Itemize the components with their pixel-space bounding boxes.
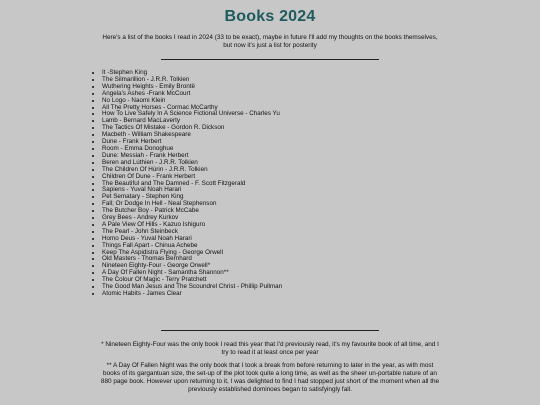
book-list-item: • Lamb - Bernard MacLaverty — [102, 118, 282, 125]
book-list-item: • The Good Man Jesus and The Scoundrel Christ - Phillip Pullman — [102, 284, 282, 291]
book-list-item: • The Colour Of Magic - Terry Pratchett — [102, 277, 282, 284]
book-list-item: • No Logo - Naomi Klein — [102, 98, 282, 105]
footnote-2: ** A Day Of Fallen Night was the only book that I took a break from before returning to later in the year, as with most books of its gargantuan size, the set-up of the plot took quite a long time, as well as the sheer un-portable nature of an 880 page book. However upon returning to it, I was delighted to find I had stopped just short of the moment when all the previously established dominoes began to satisfyingly fall. — [100, 362, 440, 393]
book-list-item: • Room - Emma Donoghue — [102, 146, 282, 153]
book-list-item: • Dune: Messiah - Frank Herbert — [102, 153, 282, 160]
footnote-1: * Nineteen Eighty-Four was the only book I read this year that I'd previously read, it's my favourite book of all time, and I try to read it at least once per year — [101, 341, 439, 356]
book-list-item: • A Day Of Fallen Night - Samantha Shannon** — [102, 270, 282, 277]
book-list-item: • Fall; Or Dodge In Hell - Neal Stephenson — [102, 201, 282, 208]
book-list-item: • Angela's Ashes -Frank McCourt — [102, 91, 282, 98]
book-list-item: • Macbeth - William Shakespeare — [102, 132, 282, 139]
book-list-item: • Grey Bees - Andrey Kurkov — [102, 215, 282, 222]
book-list-item: • Beren and Lúthien - J.R.R. Tolkien — [102, 160, 282, 167]
book-list-item: • All The Pretty Horses - Cormac McCarthy — [102, 105, 282, 112]
book-list-item: • A Pale View Of Hills - Kazuo Ishiguro — [102, 222, 282, 229]
book-list-item: • Atomic Habits - James Clear — [102, 291, 282, 298]
book-list-item: • Keep The Aspidistra Flying - George Orwell — [102, 250, 282, 257]
book-list-item: • The Tactics Of Mistake - Gordon R. Dickson — [102, 125, 282, 132]
book-list-item: • Old Masters - Thomas Bernhard — [102, 256, 282, 263]
book-list-item: • The Pearl - John Steinbeck — [102, 229, 282, 236]
book-list-item: • Sapiens - Yuval Noah Harari — [102, 187, 282, 194]
book-list — [94, 70, 282, 298]
book-list-item: • Homo Deus - Yuval Noah Harari — [102, 236, 282, 243]
divider-top — [161, 59, 379, 60]
book-list-item: • Things Fall Apart - Chinua Achebe — [102, 243, 282, 250]
intro-text: Here's a list of the books I read in 2024 (33 to be exact), maybe in future I'll add my thoughts on the books themselves, but now it's just a list for posterity — [102, 34, 438, 49]
book-list-item: • Children Of Dune - Frank Herbert — [102, 174, 282, 181]
book-list-item: • Nineteen Eighty-Four - George Orwell* — [102, 263, 282, 270]
book-list-item: • The Silmarillion - J.R.R. Tolkien — [102, 77, 282, 84]
book-list-item: • The Beautiful and The Damned - F. Scott Fitzgerald — [102, 181, 282, 188]
divider-bottom — [161, 330, 379, 331]
book-list-item: • The Children Of Húrin - J.R.R. Tolkien — [102, 167, 282, 174]
book-list-item: • Wuthering Heights - Emily Brontë — [102, 84, 282, 91]
book-list-item: • Dune - Frank Herbert — [102, 139, 282, 146]
book-list-item: • How To Live Safely In A Science Fictional Universe - Charles Yu — [102, 111, 282, 118]
book-list-item: • The Butcher Boy - Patrick McCabe — [102, 208, 282, 215]
book-list-item: • It -Stephen King — [102, 70, 282, 77]
book-list-item: • Pet Sematary - Stephen King — [102, 194, 282, 201]
page-title: Books 2024 — [224, 8, 316, 25]
